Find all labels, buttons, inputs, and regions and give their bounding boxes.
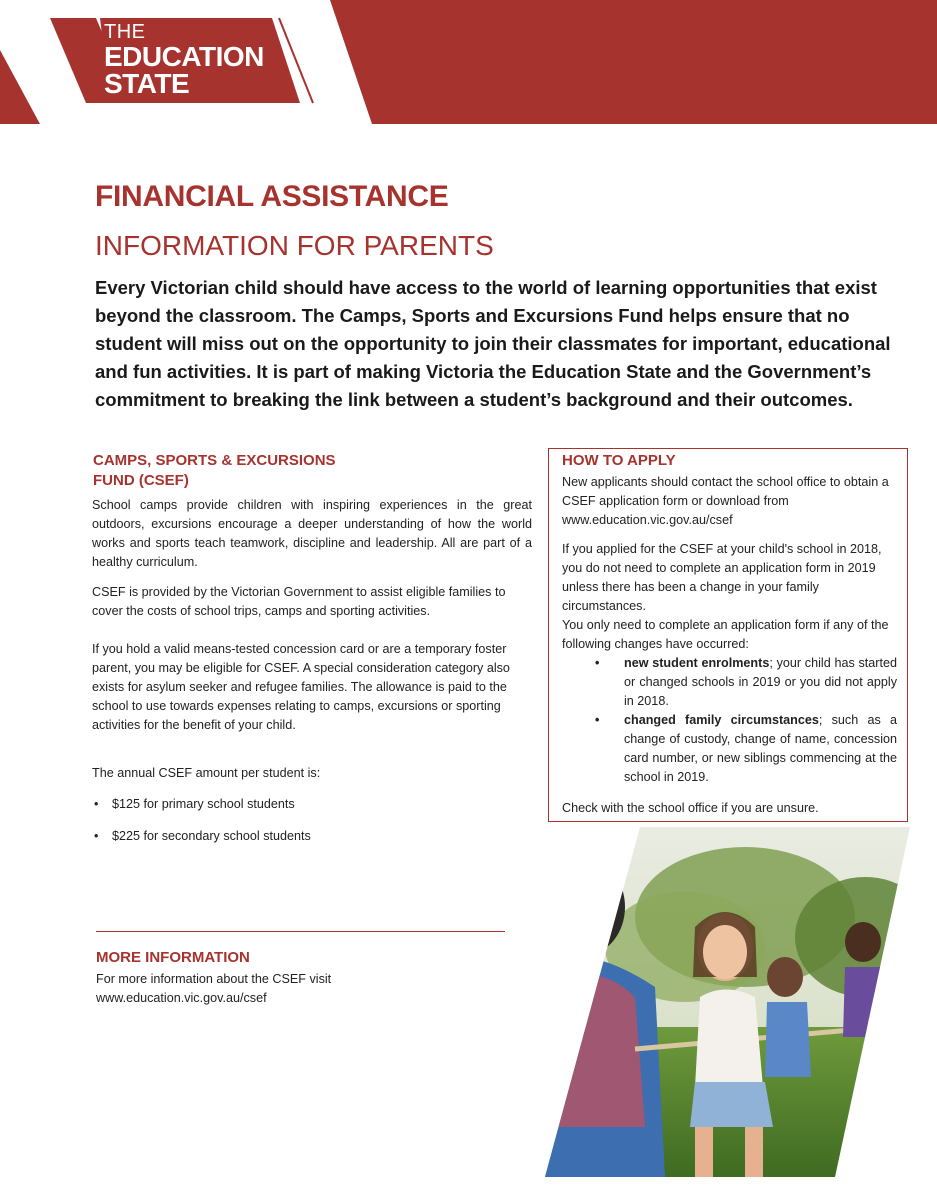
apply-paragraph-4: Check with the school office if you are unsure.	[562, 801, 819, 815]
more-info-heading: MORE INFORMATION	[96, 949, 250, 966]
csef-paragraph-3: If you hold a valid means-tested concession card or are a temporary foster parent, you may be eligible for CSEF. A special consideration category also exists for asylum seeker and refugee families. The allowance is paid to the school to use towards expenses relating to camps, excursions or sporting activities for the benefit of your child.	[92, 642, 510, 732]
more-info-text	[96, 970, 426, 1008]
list-item	[562, 711, 897, 787]
children-photo	[545, 827, 910, 1177]
header-left-wedge	[0, 50, 40, 124]
list-item	[562, 654, 897, 711]
list-item-rest: ; such as a change of custody, change of name, concession card number, or new siblings commencing at the school in 2019.	[624, 713, 897, 784]
logo-line-the: THE	[104, 21, 146, 43]
header-right-band	[330, 0, 937, 124]
more-info-divider	[96, 931, 505, 932]
csef-heading-line1: CAMPS, SPORTS & EXCURSIONS	[93, 452, 336, 469]
more-info-line1: For more information about the CSEF visit	[96, 972, 332, 986]
page-title: FINANCIAL ASSISTANCE	[95, 180, 449, 213]
list-item-bold: changed family circumstances	[624, 713, 819, 727]
apply-paragraph-1: New applicants should contact the school office to obtain a CSEF application form or download from www.education.vic.gov.au/csef	[562, 475, 889, 527]
apply-change-list	[562, 654, 897, 787]
how-to-apply-box	[548, 448, 908, 822]
csef-heading	[93, 451, 413, 491]
list-item: • $225 for secondary school students	[92, 827, 532, 846]
list-item-rest: ; your child has started or changed schools in 2019 or you did not apply in 2018.	[624, 656, 897, 708]
page-subtitle: INFORMATION FOR PARENTS	[95, 230, 494, 261]
more-info-link[interactable]: www.education.vic.gov.au/csef	[96, 991, 267, 1005]
amount-intro: The annual CSEF amount per student is:	[92, 766, 321, 780]
amount-list	[92, 795, 532, 859]
how-to-apply-heading: HOW TO APPLY	[562, 452, 676, 469]
list-item-bold: new student enrolments	[624, 656, 770, 670]
csef-paragraph-1: School camps provide children with inspiring experiences in the great outdoors, excursions encourage a deeper understanding of how the world works and sports teach teamwork, discipline and leadership. All are part of a healthy curriculum.	[92, 498, 532, 569]
intro-paragraph: Every Victorian child should have access to the world of learning opportunities that exist beyond the classroom. The Camps, Sports and Excursions Fund helps ensure that no student will miss out on the opportunity to join their classmates for important, educational and fun activities. It is part of making Victoria the Education State and the Government’s commitment to breaking the link between a student’s background and their outcomes.	[95, 277, 891, 410]
logo-line-education: EDUCATION	[104, 41, 264, 72]
csef-paragraph-2: CSEF is provided by the Victorian Government to assist eligible families to cover the costs of school trips, camps and sporting activities.	[92, 585, 506, 618]
list-item: • $125 for primary school students	[92, 795, 532, 814]
apply-paragraph-3: You only need to complete an application form if any of the following changes have occurred:	[562, 618, 889, 651]
logo-line-state: STATE	[104, 68, 190, 99]
apply-paragraph-2: If you applied for the CSEF at your child's school in 2018, you do not need to complete an application form in 2019 unless there has been a change in your family circumstances.	[562, 542, 882, 613]
csef-heading-line2: FUND (CSEF)	[93, 472, 189, 489]
